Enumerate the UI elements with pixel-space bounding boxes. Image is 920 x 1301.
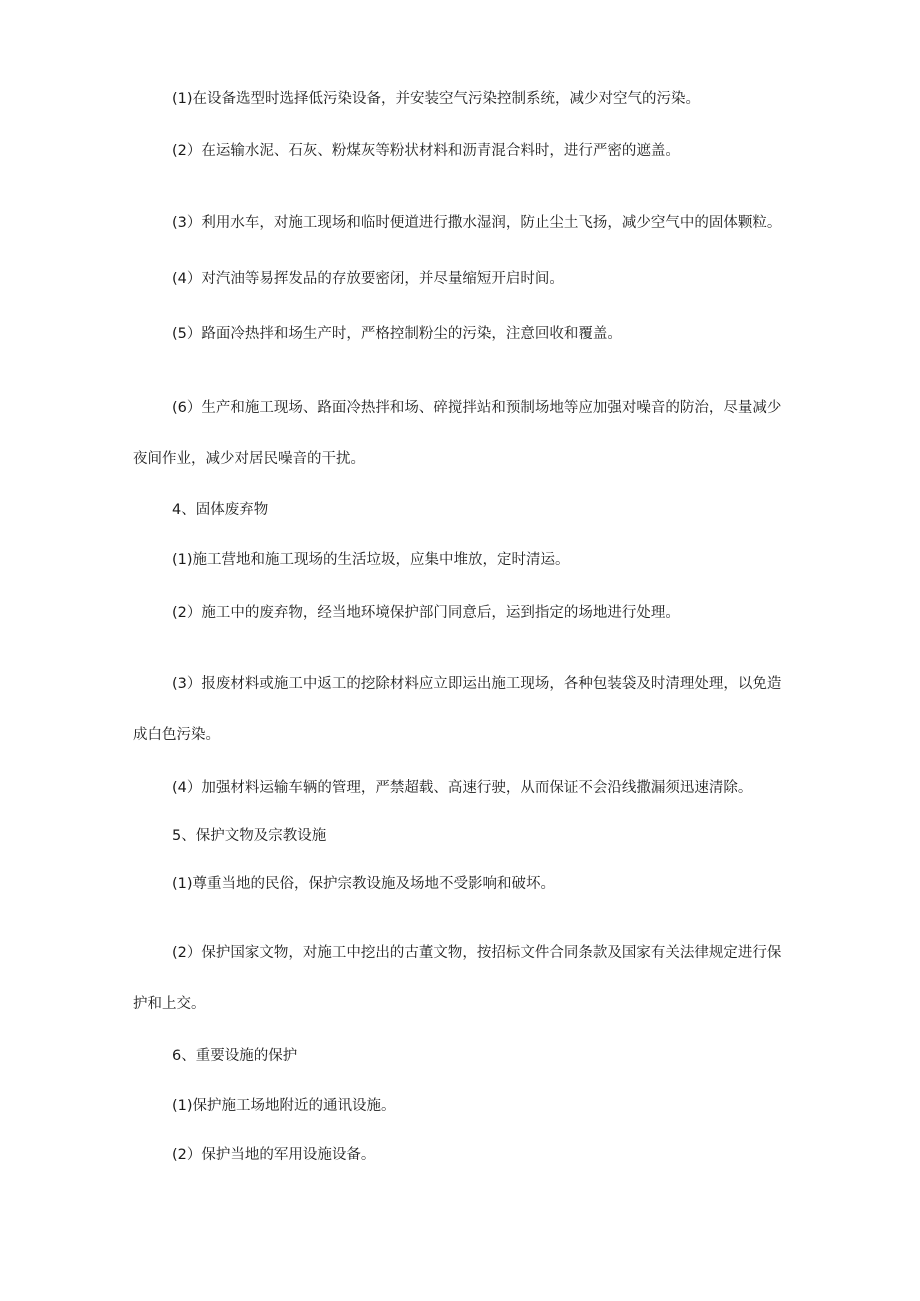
paragraph-waste-3: (3）报废材料或施工中返工的挖除材料应立即运出施工现场，各种包装袋及时清理处理，以免造 bbox=[172, 676, 782, 692]
paragraph-air-1: (1)在设备选型时选择低污染设备，并安装空气污染控制系统，减少对空气的污染。 bbox=[172, 91, 701, 107]
paragraph-facilities-2: (2）保护当地的军用设施设备。 bbox=[172, 1147, 376, 1163]
paragraph-relics-1: (1)尊重当地的民俗，保护宗教设施及场地不受影响和破坏。 bbox=[172, 876, 556, 892]
section-heading-5: 5、保护文物及宗教设施 bbox=[172, 828, 327, 844]
paragraph-air-5: (5）路面冷热拌和场生产时，严格控制粉尘的污染，注意回收和覆盖。 bbox=[172, 326, 622, 342]
paragraph-relics-2: (2）保护国家文物，对施工中挖出的古董文物，按招标文件合同条款及国家有关法律规定进行保 bbox=[172, 945, 782, 961]
paragraph-noise-6: (6）生产和施工现场、路面冷热拌和场、碎搅拌站和预制场地等应加强对噪音的防治，尽量减少 bbox=[172, 400, 782, 416]
section-heading-4: 4、固体废弃物 bbox=[172, 502, 269, 518]
paragraph-waste-4: (4）加强材料运输车辆的管理，严禁超载、高速行驶，从而保证不会沿线撒漏须迅速清除。 bbox=[172, 780, 753, 796]
paragraph-air-4: (4）对汽油等易挥发品的存放要密闭，并尽量缩短开启时间。 bbox=[172, 271, 564, 287]
paragraph-relics-2-cont: 护和上交。 bbox=[133, 996, 206, 1012]
paragraph-waste-2: (2）施工中的废弃物，经当地环境保护部门同意后，运到指定的场地进行处理。 bbox=[172, 605, 680, 621]
paragraph-facilities-1: (1)保护施工场地附近的通讯设施。 bbox=[172, 1098, 396, 1114]
paragraph-air-3: (3）利用水车，对施工现场和临时便道进行撒水湿润，防止尘土飞扬，减少空气中的固体颗粒。 bbox=[172, 215, 782, 231]
paragraph-waste-1: (1)施工营地和施工现场的生活垃圾，应集中堆放，定时清运。 bbox=[172, 552, 570, 568]
section-heading-6: 6、重要设施的保护 bbox=[172, 1048, 298, 1064]
paragraph-air-2: (2）在运输水泥、石灰、粉煤灰等粉状材料和沥青混合料时，进行严密的遮盖。 bbox=[172, 143, 680, 159]
paragraph-waste-3-cont: 成白色污染。 bbox=[133, 727, 220, 743]
paragraph-noise-6-cont: 夜间作业，减少对居民噪音的干扰。 bbox=[133, 451, 365, 467]
